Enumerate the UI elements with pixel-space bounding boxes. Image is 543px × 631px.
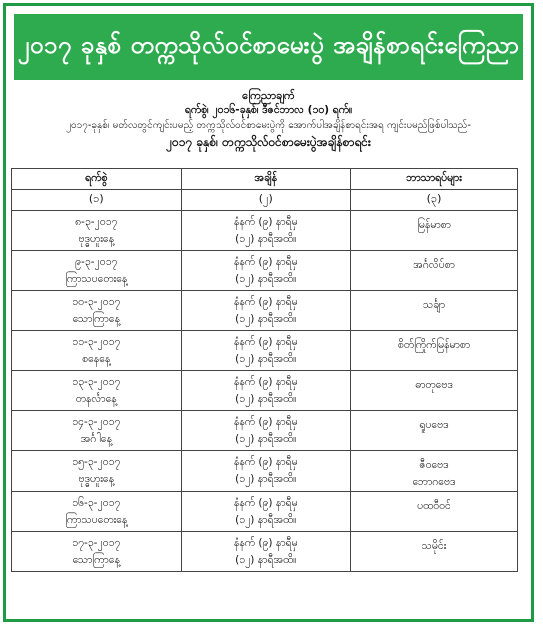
subject-cell xyxy=(351,371,518,411)
exam-time-start: နံနက် (၉) နာရီမှ xyxy=(233,375,298,388)
exam-day: အင်္ဂါနေ့ xyxy=(80,432,112,445)
announcement-title: ကြေညာချက် xyxy=(242,89,295,102)
exam-day: ဗုဒ္ဓဟူးနေ့ xyxy=(78,473,115,485)
subject-cell xyxy=(351,291,518,331)
banner-title: ၂၀၁၇ ခုနှစ် တက္ကသိုလ်ဝင်စာမေးပွဲ အချိန်စာရင်းကြေညာ xyxy=(17,31,520,59)
exam-time-end: (၁၂) နာရီအထိ။ xyxy=(235,553,297,566)
exam-subject: သင်္ချာ xyxy=(422,299,446,311)
exam-subject: မြန်မာစာ xyxy=(417,219,451,231)
exam-subject: ဘောဂဗေဒ xyxy=(412,476,456,488)
exam-subject: ဇီဝဗေဒ xyxy=(419,459,449,471)
date-cell xyxy=(12,251,182,291)
time-cell xyxy=(181,371,351,411)
exam-date: ၉-၃-၂၀၁၇ xyxy=(75,255,118,268)
exam-date: ၁၄-၃-၂၀၁၇ xyxy=(72,415,121,428)
table-row xyxy=(12,251,518,291)
exam-time-end: (၁၂) နာရီအထိ။ xyxy=(235,513,297,526)
date-cell xyxy=(12,211,182,251)
exam-time-start: နံနက် (၉) နာရီမှ xyxy=(233,335,298,348)
exam-day: စနေနေ့ xyxy=(82,352,111,365)
date-cell xyxy=(12,331,182,371)
exam-day: သောကြာနေ့ xyxy=(72,312,120,325)
exam-time-start: နံနက် (၉) နာရီမှ xyxy=(233,295,298,308)
exam-time-start: နံနက် (၉) နာရီမှ xyxy=(233,456,298,468)
exam-date: ၁၀-၃-၂၀၁၇ xyxy=(72,295,121,308)
date-cell xyxy=(12,451,182,492)
exam-time-end: (၁၂) နာရီအထိ။ xyxy=(235,473,297,485)
time-cell xyxy=(181,251,351,291)
table-header-row xyxy=(12,169,518,190)
exam-time-end: (၁၂) နာရီအထိ။ xyxy=(235,272,297,285)
schedule-table xyxy=(11,168,518,572)
column-number-row xyxy=(12,190,518,211)
time-cell xyxy=(181,451,351,492)
column-number: (၂) xyxy=(181,190,351,211)
exam-date: ၁၁-၃-၂၀၁၇ xyxy=(72,335,121,348)
exam-time-end: (၁၂) နာရီအထိ။ xyxy=(235,232,297,245)
subject-cell xyxy=(351,451,518,492)
exam-subject: ဓာတုဗေဒ xyxy=(415,379,453,391)
table-row xyxy=(12,492,518,532)
exam-time-end: (၁၂) နာရီအထိ။ xyxy=(235,432,297,445)
column-number: (၃) xyxy=(351,190,518,211)
date-cell xyxy=(12,532,182,572)
exam-date: ၁၃-၃-၂၀၁၇ xyxy=(72,375,121,388)
subject-cell xyxy=(351,251,518,291)
exam-time-start: နံနက် (၉) နာရီမှ xyxy=(233,215,298,228)
exam-time-end: (၁၂) နာရီအထိ။ xyxy=(235,392,297,405)
date-cell xyxy=(12,371,182,411)
exam-subject: သမိုင်း xyxy=(421,540,447,552)
subject-cell xyxy=(351,532,518,572)
announcement-reference: ရက်စွဲ၊ ၂၀၁၆-ခုနှစ်၊ ဒီဇင်ဘာလ (၁၀) ရက်။ xyxy=(184,104,353,116)
table-row xyxy=(12,211,518,251)
title-banner xyxy=(14,14,523,80)
table-row xyxy=(12,451,518,492)
exam-date: ၁၆-၃-၂၀၁၇ xyxy=(72,496,121,509)
exam-time-start: နံနက် (၉) နာရီမှ xyxy=(233,536,298,549)
date-cell xyxy=(12,411,182,451)
header-time: အချိန် xyxy=(181,169,351,190)
table-row xyxy=(12,532,518,572)
time-cell xyxy=(181,411,351,451)
schedule-heading: ၂၀၁၇ ခုနှစ်၊ တက္ကသိုလ်ဝင်စာမေးပွဲအချိန်စာရင်း xyxy=(166,135,371,149)
exam-day: ကြာသပတေးနေ့ xyxy=(65,513,128,526)
time-cell xyxy=(181,492,351,532)
exam-subject: အင်္ဂလိပ်စာ xyxy=(413,259,455,271)
exam-subject: စိတ်ကြိုက်မြန်မာစာ xyxy=(397,339,471,351)
time-cell xyxy=(181,291,351,331)
exam-time-start: နံနက် (၉) နာရီမှ xyxy=(233,255,298,268)
table-row xyxy=(12,411,518,451)
announcement-body: ၂၀၁၇-ခုနှစ်၊ မတ်လတွင်ကျင်းပမည့် တက္ကသိုလ်ဝင်စာမေးပွဲကို အောက်ပါအချိန်စာရင်းအရ ကျင်းပမည်ဖြစ်ပါသည်- xyxy=(66,120,471,131)
header-subjects: ဘာသာရပ်များ xyxy=(351,169,518,190)
exam-day: ကြာသပတေးနေ့ xyxy=(65,272,128,285)
table-row xyxy=(12,371,518,411)
exam-time-end: (၁၂) နာရီအထိ။ xyxy=(235,312,297,325)
exam-time-start: နံနက် (၉) နာရီမှ xyxy=(233,496,298,509)
exam-day: ဗုဒ္ဓဟူးနေ့ xyxy=(78,232,115,245)
table-row xyxy=(12,331,518,371)
exam-date: ၁၅-၃-၂၀၁၇ xyxy=(72,456,121,468)
exam-subject: ရူပဗေဒ xyxy=(419,419,449,431)
exam-subject: ပထဝီဝင် xyxy=(417,500,451,512)
exam-day: သောကြာနေ့ xyxy=(72,553,120,566)
subject-cell xyxy=(351,211,518,251)
time-cell xyxy=(181,211,351,251)
column-number: (၁) xyxy=(12,190,182,211)
time-cell xyxy=(181,532,351,572)
exam-date: ၁၇-၃-၂၀၁၇ xyxy=(72,536,121,549)
subject-cell xyxy=(351,331,518,371)
exam-time-start: နံနက် (၉) နာရီမှ xyxy=(233,415,298,428)
announcement-block xyxy=(18,88,519,150)
subject-cell xyxy=(351,492,518,532)
table-row xyxy=(12,291,518,331)
header-date: ရက်စွဲ xyxy=(12,169,182,190)
exam-day: တနင်္လာနေ့ xyxy=(75,392,117,405)
date-cell xyxy=(12,291,182,331)
date-cell xyxy=(12,492,182,532)
subject-cell xyxy=(351,411,518,451)
time-cell xyxy=(181,331,351,371)
exam-date: ၈-၃-၂၀၁၇ xyxy=(75,215,118,228)
exam-time-end: (၁၂) နာရီအထိ။ xyxy=(235,352,297,365)
